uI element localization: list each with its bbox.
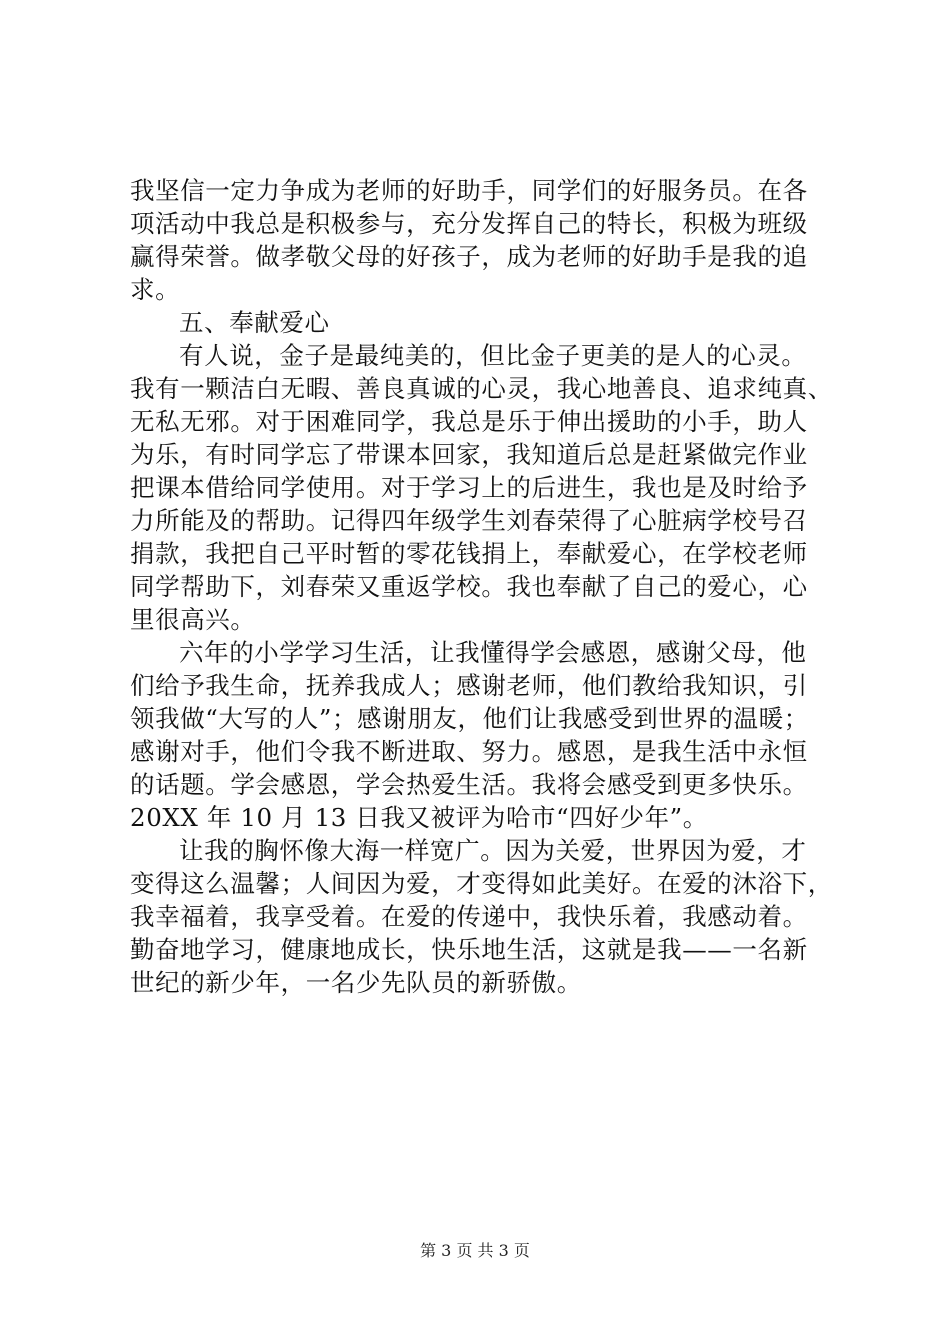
text-line: 里很高兴。	[130, 605, 256, 634]
text-line: 赢得荣誉。做孝敬父母的好孩子，成为老师的好助手是我的追	[130, 242, 808, 271]
page-number-footer: 第 3 页 共 3 页	[420, 1241, 530, 1260]
text-line: 世纪的新少年，一名少先队员的新骄傲。	[130, 968, 582, 997]
text-line: 把课本借给同学使用。对于学习上的后进生，我也是及时给予	[130, 473, 808, 502]
text-line: 感谢对手，他们令我不断进取、努力。感恩，是我生活中永恒	[130, 737, 808, 766]
body-text	[130, 174, 833, 999]
text-line: 我坚信一定力争成为老师的好助手，同学们的好服务员。在各	[130, 176, 808, 205]
text-line: 无私无邪。对于困难同学，我总是乐于伸出援助的小手，助人	[130, 407, 808, 436]
text-line: 让我的胸怀像大海一样宽广。因为关爱，世界因为爱，才	[179, 836, 807, 865]
text-line: 们给予我生命，抚养我成人；感谢老师，他们教给我知识，引	[130, 671, 808, 700]
text-line: 的话题。学会感恩，学会热爱生活。我将会感受到更多快乐。	[130, 770, 808, 799]
section-heading: 五、奉献爱心	[179, 308, 330, 337]
text-line: 求。	[130, 275, 181, 304]
text-line: 同学帮助下，刘春荣又重返学校。我也奉献了自己的爱心，心	[130, 572, 808, 601]
text-line: 力所能及的帮助。记得四年级学生刘春荣得了心脏病学校号召	[130, 506, 808, 535]
text-line: 项活动中我总是积极参与，充分发挥自己的特长，积极为班级	[130, 209, 808, 238]
text-line: 我有一颗洁白无暇、善良真诚的心灵，我心地善良、追求纯真、	[130, 374, 833, 403]
text-line: 六年的小学学习生活，让我懂得学会感恩，感谢父母，他	[179, 638, 807, 667]
text-line: 20XX 年 10 月 13 日我又被评为哈市“四好少年”。	[130, 803, 708, 832]
text-line: 我幸福着，我享受着。在爱的传递中，我快乐着，我感动着。	[130, 902, 808, 931]
text-line: 捐款，我把自己平时暂的零花钱捐上，奉献爱心，在学校老师	[130, 539, 808, 568]
text-line: 有人说，金子是最纯美的，但比金子更美的是人的心灵。	[179, 341, 807, 370]
text-line: 领我做“大写的人”；感谢朋友，他们让我感受到世界的温暖；	[130, 704, 809, 733]
text-line: 变得这么温馨；人间因为爱，才变得如此美好。在爱的沐浴下，	[130, 869, 833, 898]
text-line: 勤奋地学习，健康地成长，快乐地生活，这就是我——一名新	[130, 935, 808, 964]
text-line: 为乐，有时同学忘了带课本回家，我知道后总是赶紧做完作业	[130, 440, 808, 469]
